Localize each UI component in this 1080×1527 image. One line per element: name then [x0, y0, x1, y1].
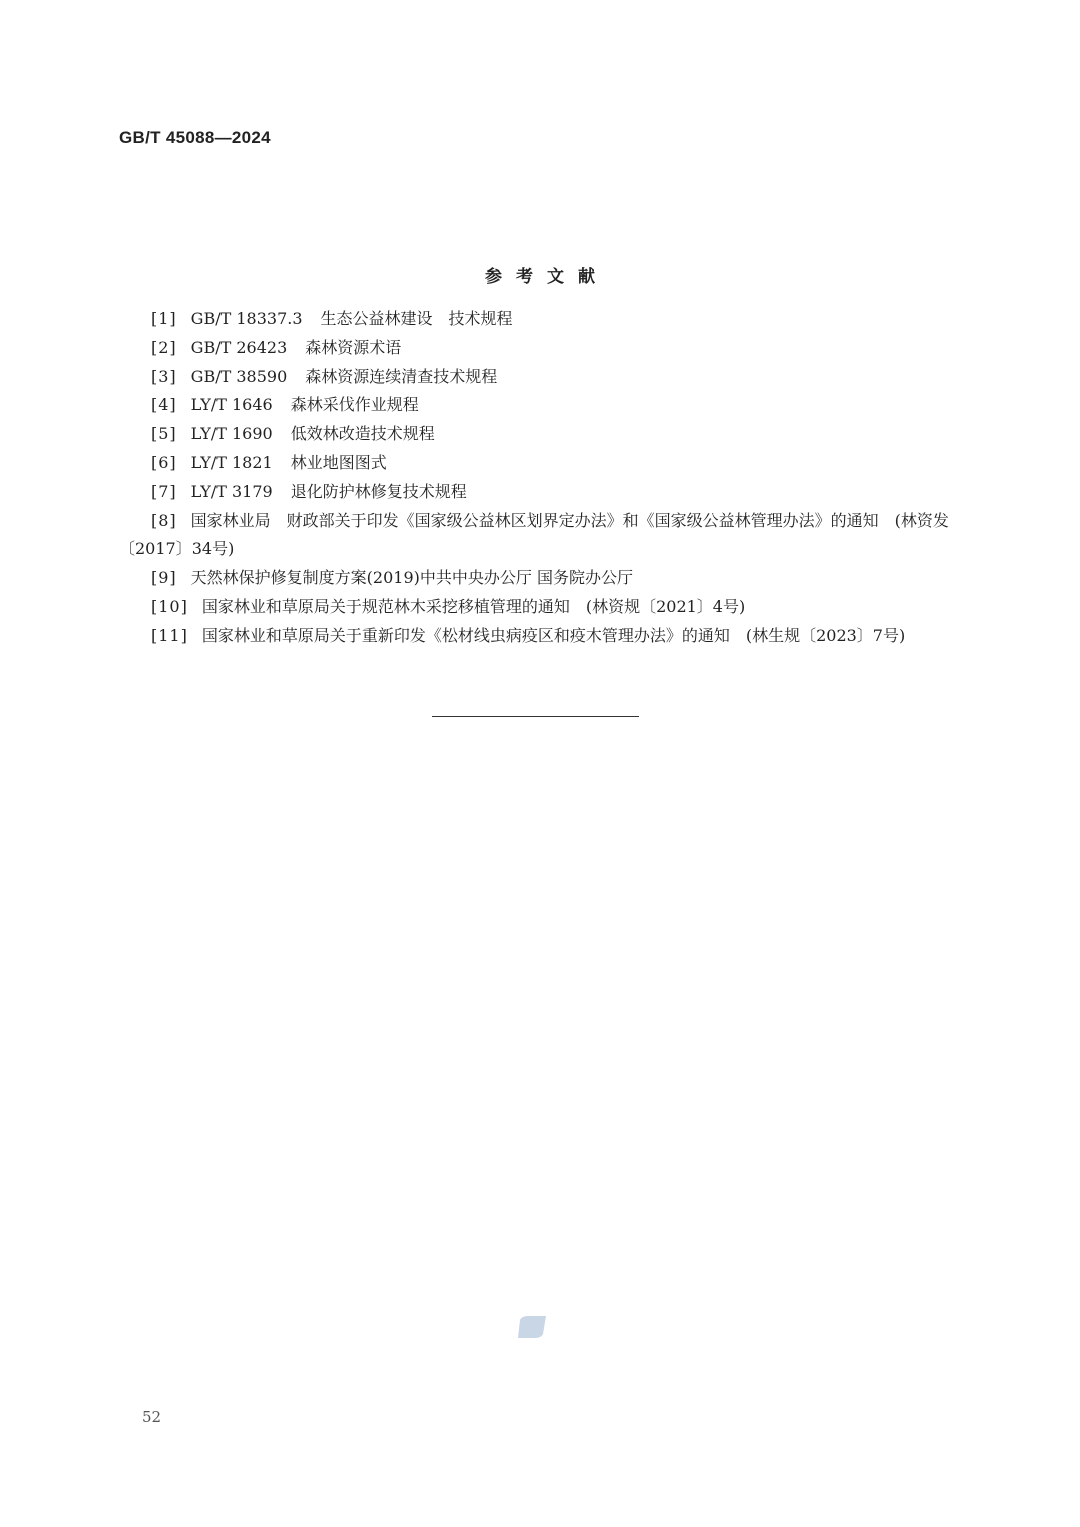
reference-number: [1]	[151, 309, 177, 328]
sac-logo-icon	[516, 1314, 548, 1340]
reference-code: LY/T 1821	[190, 452, 273, 472]
reference-item	[119, 593, 954, 622]
reference-number: [2]	[151, 337, 177, 357]
reference-text: 退化防护林修复技术规程	[290, 481, 467, 501]
reference-number: [7]	[151, 481, 177, 501]
reference-text: 生态公益林建设 技术规程	[320, 309, 513, 328]
reference-text: 国家林业和草原局关于重新印发《松材线虫病疫区和疫木管理办法》的通知 (林生规〔2023〕7号)	[201, 625, 906, 645]
reference-code: GB/T 18337.3	[190, 309, 303, 328]
reference-number: [4]	[151, 395, 177, 415]
reference-text: 森林资源连续清查技术规程	[305, 366, 498, 386]
reference-item	[119, 334, 954, 363]
reference-text: 森林资源术语	[305, 337, 402, 357]
reference-item	[119, 420, 954, 449]
reference-text: 国家林业和草原局关于规范林木采挖移植管理的通知 (林资规〔2021〕4号)	[201, 596, 746, 616]
page-number: 52	[142, 1408, 162, 1426]
reference-item	[119, 564, 954, 593]
reference-number: [8]	[151, 510, 177, 530]
references-title: 参考文献	[485, 267, 609, 287]
reference-text: 低效林改造技术规程	[290, 424, 435, 444]
reference-item	[119, 449, 954, 478]
reference-item	[119, 622, 954, 651]
reference-code: LY/T 1690	[190, 424, 273, 444]
reference-number: [6]	[151, 452, 177, 472]
reference-text: 国家林业局 财政部关于印发《国家级公益林区划界定办法》和《国家级公益林管理办法》的通知 (林资发〔2017〕34号)	[119, 510, 949, 559]
reference-text: 天然林保护修复制度方案(2019)中共中央办公厅 国务院办公厅	[190, 568, 633, 588]
reference-code: LY/T 1646	[190, 395, 273, 415]
reference-number: [3]	[151, 366, 177, 386]
end-divider	[432, 716, 639, 717]
standard-code: GB/T 45088—2024	[119, 128, 271, 147]
reference-code: GB/T 26423	[190, 337, 288, 357]
reference-text: 林业地图图式	[290, 452, 387, 472]
reference-item	[119, 507, 954, 565]
reference-item	[119, 391, 954, 420]
reference-item	[119, 363, 954, 392]
reference-number: [5]	[151, 424, 177, 444]
reference-list	[119, 305, 954, 651]
reference-number: [11]	[151, 625, 188, 645]
reference-code: LY/T 3179	[190, 481, 273, 501]
reference-code: GB/T 38590	[190, 366, 288, 386]
reference-number: [9]	[151, 568, 177, 588]
reference-item	[119, 305, 954, 334]
reference-text: 森林采伐作业规程	[290, 395, 419, 415]
reference-number: [10]	[151, 596, 188, 616]
reference-item	[119, 478, 954, 507]
